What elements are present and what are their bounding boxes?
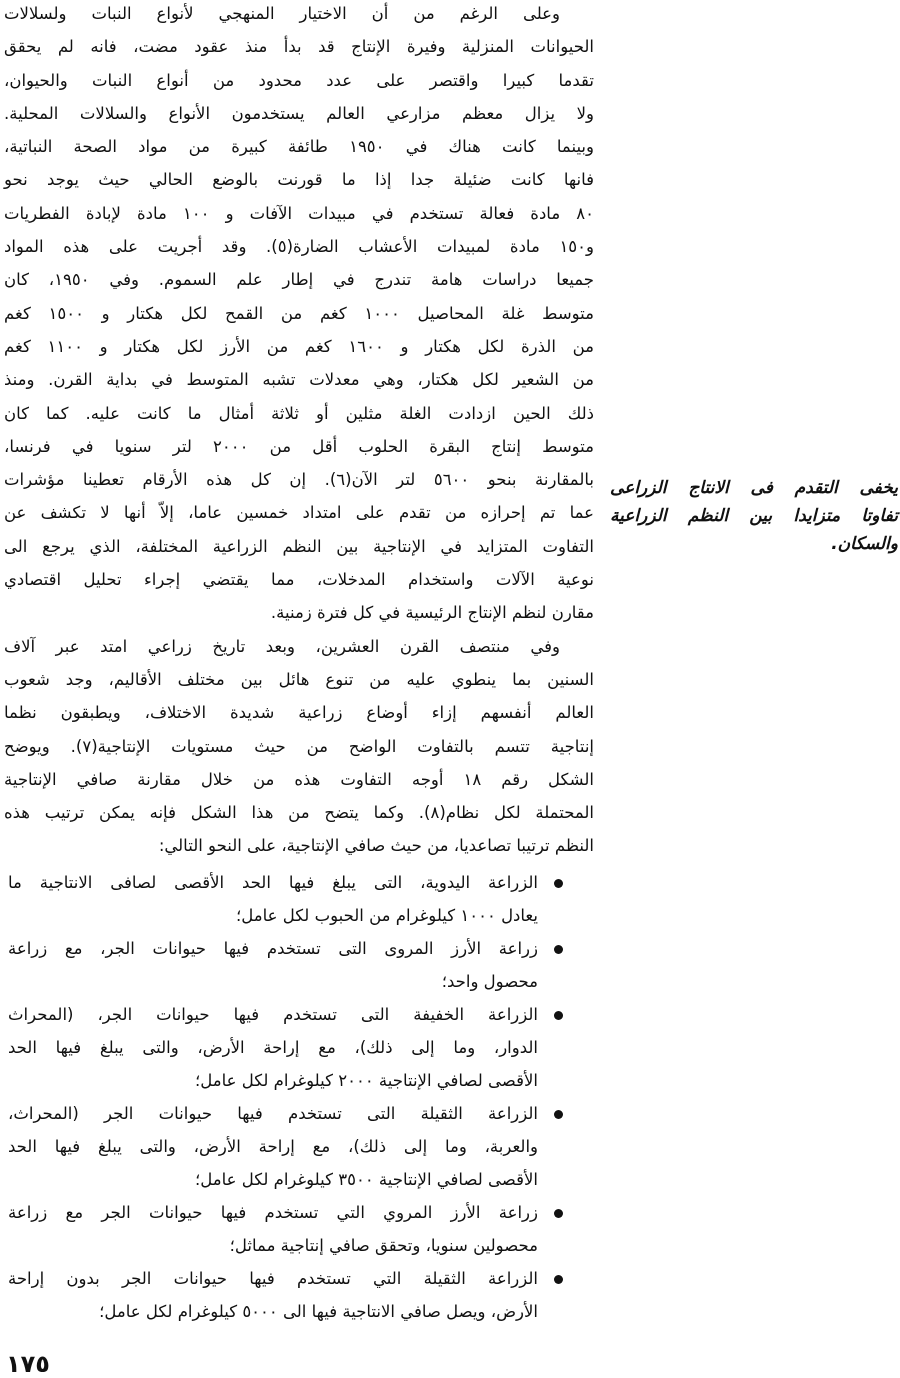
list-item: [8, 866, 568, 932]
text-line: و١٥٠ مادة لمبيدات الأعشاب الضارة(٥). وقد أجريت على هذه المواد: [4, 237, 594, 257]
bullet-icon: [554, 1110, 563, 1119]
list-item: [8, 932, 568, 998]
bullet-icon: [554, 945, 563, 954]
text-line: السنين بما ينطوي عليه من تنوع هائل بين مختلف الأقاليم، وجد شعوب: [4, 669, 594, 689]
margin-note: [610, 474, 898, 558]
text-line: الحيوانات المنزلية وفيرة الإنتاج قد بدأ منذ عقود مضت، فانه لم يحقق: [4, 37, 594, 57]
text-line: وبينما كانت هناك في ١٩٥٠ طائفة كبيرة من مواد الصحة النباتية،: [4, 137, 594, 157]
paragraph: [4, 0, 594, 630]
text-line: التفاوت المتزايد في الإنتاجية بين النظم الزراعية المختلفة، الذي يرجع الى: [4, 536, 594, 556]
text-line: الأقصى لصافي الإنتاجية ٢٠٠٠ كيلوغرام لكل عامل؛: [195, 1071, 538, 1090]
text-line: الدوار، وما إلى ذلك)، مع إراحة الأرض، والتى يبلغ فيها الحد: [8, 1038, 538, 1057]
text-line: جميعا دراسات هامة تندرج في إطار علم السموم. وفي ١٩٥٠، كان: [4, 270, 595, 290]
bullet-list: [8, 866, 568, 1328]
text-line: الأقصى لصافي الإنتاجية ٣٥٠٠ كيلوغرام لكل عامل؛: [195, 1170, 538, 1189]
text-line: بالمقارنة بنحو ٥٦٠٠ لتر الآن(٦). إن كل هذه الأرقام تعطينا مؤشرات: [4, 470, 594, 490]
text-line: ذلك الحين ازدادت الغلة مثلين أو ثلاثة أمثال ما كانت عليه. كما كان: [4, 403, 594, 423]
text-line: محصول واحد؛: [441, 972, 538, 991]
text-line: المحتملة لكل نظام(٨). وكما يتضح من هذا الشكل فإنه يمكن ترتيب هذه: [4, 803, 594, 823]
text-line: وفي منتصف القرن العشرين، وبعد تاريخ زراعي امتد عبر آلاف: [4, 636, 560, 656]
text-line: فانها كانت ضئيلة جدا إذا ما قورنت بالوضع الحالي حيث يوجد نحو: [4, 170, 594, 190]
page-number: ١٧٥: [6, 1350, 50, 1378]
text-line: العالم أنفسهم إزاء أوضاع زراعية شديدة الاختلاف، ويطبقون نظما: [4, 703, 594, 723]
list-item: [8, 1196, 568, 1262]
text-line: زراعة الأرز المروي التي تستخدم فيها حيوانات الجر مع زراعة: [8, 1203, 538, 1222]
bullet-icon: [554, 1275, 563, 1284]
text-line: زراعة الأرز المروى التى تستخدم فيها حيوانات الجر، مع زراعة: [8, 939, 538, 958]
text-line: الزراعة الثقيلة التي تستخدم فيها حيوانات الجر بدون إراحة: [8, 1269, 538, 1288]
text-line: الزراعة الخفيفة التى تستخدم فيها حيوانات الجر، (المحراث: [8, 1005, 538, 1024]
text-line: ٨٠ مادة فعالة تستخدم في مبيدات الآفات و ١٠٠ مادة لإبادة الفطريات: [4, 203, 594, 223]
paragraph: [4, 630, 594, 863]
text-line: مقارن لنظم الإنتاج الرئيسية في كل فترة زمنية.: [270, 603, 594, 623]
text-line: يعادل ١٠٠٠ كيلوغرام من الحبوب لكل عامل؛: [236, 906, 538, 925]
text-line: من الذرة لكل هكتار و ١٦٠٠ كغم من الأرز لكل هكتار و ١١٠٠ كغم: [4, 336, 594, 356]
list-item: [8, 1097, 568, 1196]
text-line: تقدما كبيرا واقتصر على عدد محدود من أنواع النبات والحيوان،: [4, 70, 594, 90]
bullet-icon: [554, 1011, 563, 1020]
text-line: الشكل رقم ١٨ أوجه التفاوت هذه من خلال مقارنة صافي الإنتاجية: [4, 769, 594, 789]
text-line: الزراعة الثقيلة التى تستخدم فيها حيوانات الجر (المحراث،: [8, 1104, 538, 1123]
text-line: متوسط إنتاج البقرة الحلوب أقل من ٢٠٠٠ لتر سنويا في فرنسا،: [4, 436, 594, 456]
text-line: الزراعة اليدوية، التى يبلغ فيها الحد الأقصى لصافى الانتاجية ما: [8, 873, 538, 892]
text-line: وعلى الرغم من أن الاختيار المنهجي لأنواع النبات ولسلالات: [4, 4, 560, 23]
text-line: والعربة، وما إلى ذلك)، مع إراحة الأرض، والتى يبلغ فيها الحد: [8, 1137, 538, 1156]
bullet-icon: [554, 1209, 563, 1218]
text-line: والسكان.: [831, 534, 898, 554]
text-line: إنتاجية تتسم بالتفاوت الواضح من حيث مستويات الإنتاجية(٧). ويوضح: [4, 736, 594, 756]
list-item: [8, 1262, 568, 1328]
text-line: يخفى التقدم فى الانتاج الزراعى: [610, 478, 898, 498]
bullet-icon: [554, 879, 563, 888]
text-line: متوسط غلة المحاصيل ١٠٠٠ كغم من القمح لكل هكتار و ١٥٠٠ كغم: [4, 303, 594, 323]
text-line: نوعية الآلات واستخدام المدخلات، مما يقتضي إجراء تحليل اقتصادي: [4, 570, 594, 590]
text-line: الأرض، ويصل صافي الانتاجية فيها الى ٥٠٠٠ كيلوغرام لكل عامل؛: [99, 1302, 538, 1321]
text-line: ولا يزال معظم مزارعي العالم يستخدمون الأنواع والسلالات المحلية.: [4, 103, 594, 123]
text-line: عما تم إحرازه من تقدم على امتداد خمسين عاما، إلاّ أنها لا تكشف عن: [4, 503, 594, 523]
text-line: تفاوتا متزايدا بين النظم الزراعية: [610, 506, 898, 526]
text-line: النظم ترتيبا تصاعديا، من حيث صافي الإنتاجية، على النحو التالي:: [158, 836, 594, 856]
text-line: من الشعير لكل هكتار، وهي معدلات تشبه المتوسط في بداية القرن. ومنذ: [4, 370, 594, 390]
main-text: [4, 0, 594, 863]
text-line: محصولين سنويا، وتحقق صافي إنتاجية مماثل؛: [229, 1236, 538, 1255]
list-item: [8, 998, 568, 1097]
